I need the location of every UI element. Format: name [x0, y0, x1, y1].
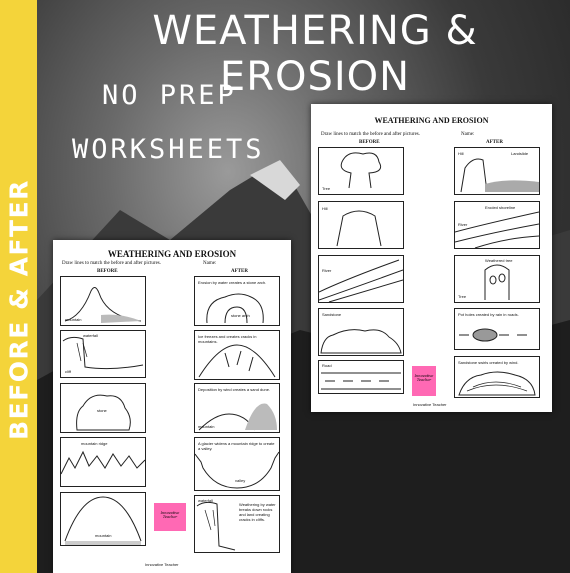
- worksheet-directions: Draw lines to match the before and after pictures.: [321, 132, 420, 137]
- after-label: River: [458, 222, 468, 227]
- before-box-ridge: [60, 437, 146, 487]
- before-box-stone: [60, 383, 146, 433]
- before-box-tree: [318, 147, 404, 195]
- before-label: mountain: [65, 317, 82, 322]
- after-box-weathered-tree: [454, 255, 540, 303]
- after-box-sandstone-swirls: [454, 356, 540, 398]
- before-label: stone: [97, 408, 107, 413]
- before-box-sandstone: [318, 308, 404, 356]
- before-label: Road: [322, 363, 332, 368]
- before-label: mountain: [95, 533, 112, 538]
- before-box-waterfall: [60, 330, 146, 378]
- before-label: waterfall: [83, 333, 98, 338]
- name-label: Name:: [461, 132, 475, 137]
- side-banner: [0, 0, 37, 573]
- worksheet-heading: WEATHERING AND EROSION: [374, 116, 489, 125]
- before-label: Hill: [322, 206, 328, 211]
- after-box-potholes: [454, 308, 540, 350]
- after-label: Landslide: [511, 151, 529, 156]
- before-label: Sandstone: [322, 312, 342, 317]
- after-column-header: AFTER: [231, 269, 248, 274]
- side-label: BEFORE & AFTER: [4, 179, 34, 440]
- before-label: Tree: [322, 186, 331, 191]
- after-box-sand-dune: [194, 383, 280, 433]
- after-label: waterfall: [198, 498, 213, 503]
- worksheet-footer: Innovative Teacher: [413, 402, 447, 407]
- worksheet-directions: Draw lines to match the before and after pictures.: [62, 261, 161, 266]
- after-label: Eroded shoreline: [485, 205, 516, 210]
- after-label: Ice freezes and creates cracks in mountains.: [198, 334, 257, 344]
- before-label: cliff: [65, 369, 71, 374]
- before-label: mountain ridge: [81, 441, 108, 446]
- after-box-valley: [194, 437, 280, 491]
- subtitle-no-prep: NO PREP: [102, 80, 237, 111]
- before-label: River: [322, 268, 332, 273]
- teacher-stamp: Innovative Teacher: [154, 503, 186, 531]
- subtitle-worksheets: WORKSHEETS: [72, 134, 265, 165]
- teacher-stamp: Innovative Teacher: [412, 366, 436, 396]
- after-box-ice-cracks: [194, 330, 280, 380]
- after-label: Deposition by wind creates a sand dune.: [198, 387, 271, 392]
- after-label: Hill: [458, 151, 464, 156]
- before-box-hill: [318, 201, 404, 249]
- worksheet-heading: WEATHERING AND EROSION: [107, 249, 237, 259]
- name-label: Name:: [203, 261, 217, 266]
- after-label: A glacier widens a mountain ridge to create a valley.: [198, 441, 275, 451]
- after-label: Weathering by water breaks down rocks and land creating cracks in cliffs.: [239, 502, 276, 522]
- after-label: Sandstone swirls created by wind.: [458, 360, 519, 365]
- after-label: Weathered tree: [485, 258, 513, 263]
- after-label: Erosion by water creates a stone arch.: [198, 280, 267, 285]
- after-box-landslide: [454, 147, 540, 195]
- after-label: Pot holes created by rain in roads.: [458, 312, 519, 317]
- before-box-river: [318, 255, 404, 303]
- after-box-stone-arch: [194, 276, 280, 326]
- before-box-mountain-round: [60, 492, 146, 546]
- worksheet-right: [311, 104, 552, 412]
- before-column-header: BEFORE: [359, 140, 380, 145]
- page-title: WEATHERING & EROSION: [152, 8, 478, 100]
- worksheet-left: [53, 240, 291, 573]
- after-label: stone arch: [231, 313, 250, 318]
- worksheet-footer: Innovative Teacher: [145, 562, 179, 567]
- before-box-road: [318, 360, 404, 394]
- before-column-header: BEFORE: [97, 269, 118, 274]
- after-label: valley: [235, 478, 246, 483]
- after-label: mountain: [198, 424, 215, 429]
- after-box-shoreline: [454, 201, 540, 249]
- before-box-mountain: [60, 276, 146, 326]
- after-column-header: AFTER: [486, 140, 503, 145]
- after-label: Tree: [458, 294, 467, 299]
- after-box-cliff-cracks: [194, 495, 280, 553]
